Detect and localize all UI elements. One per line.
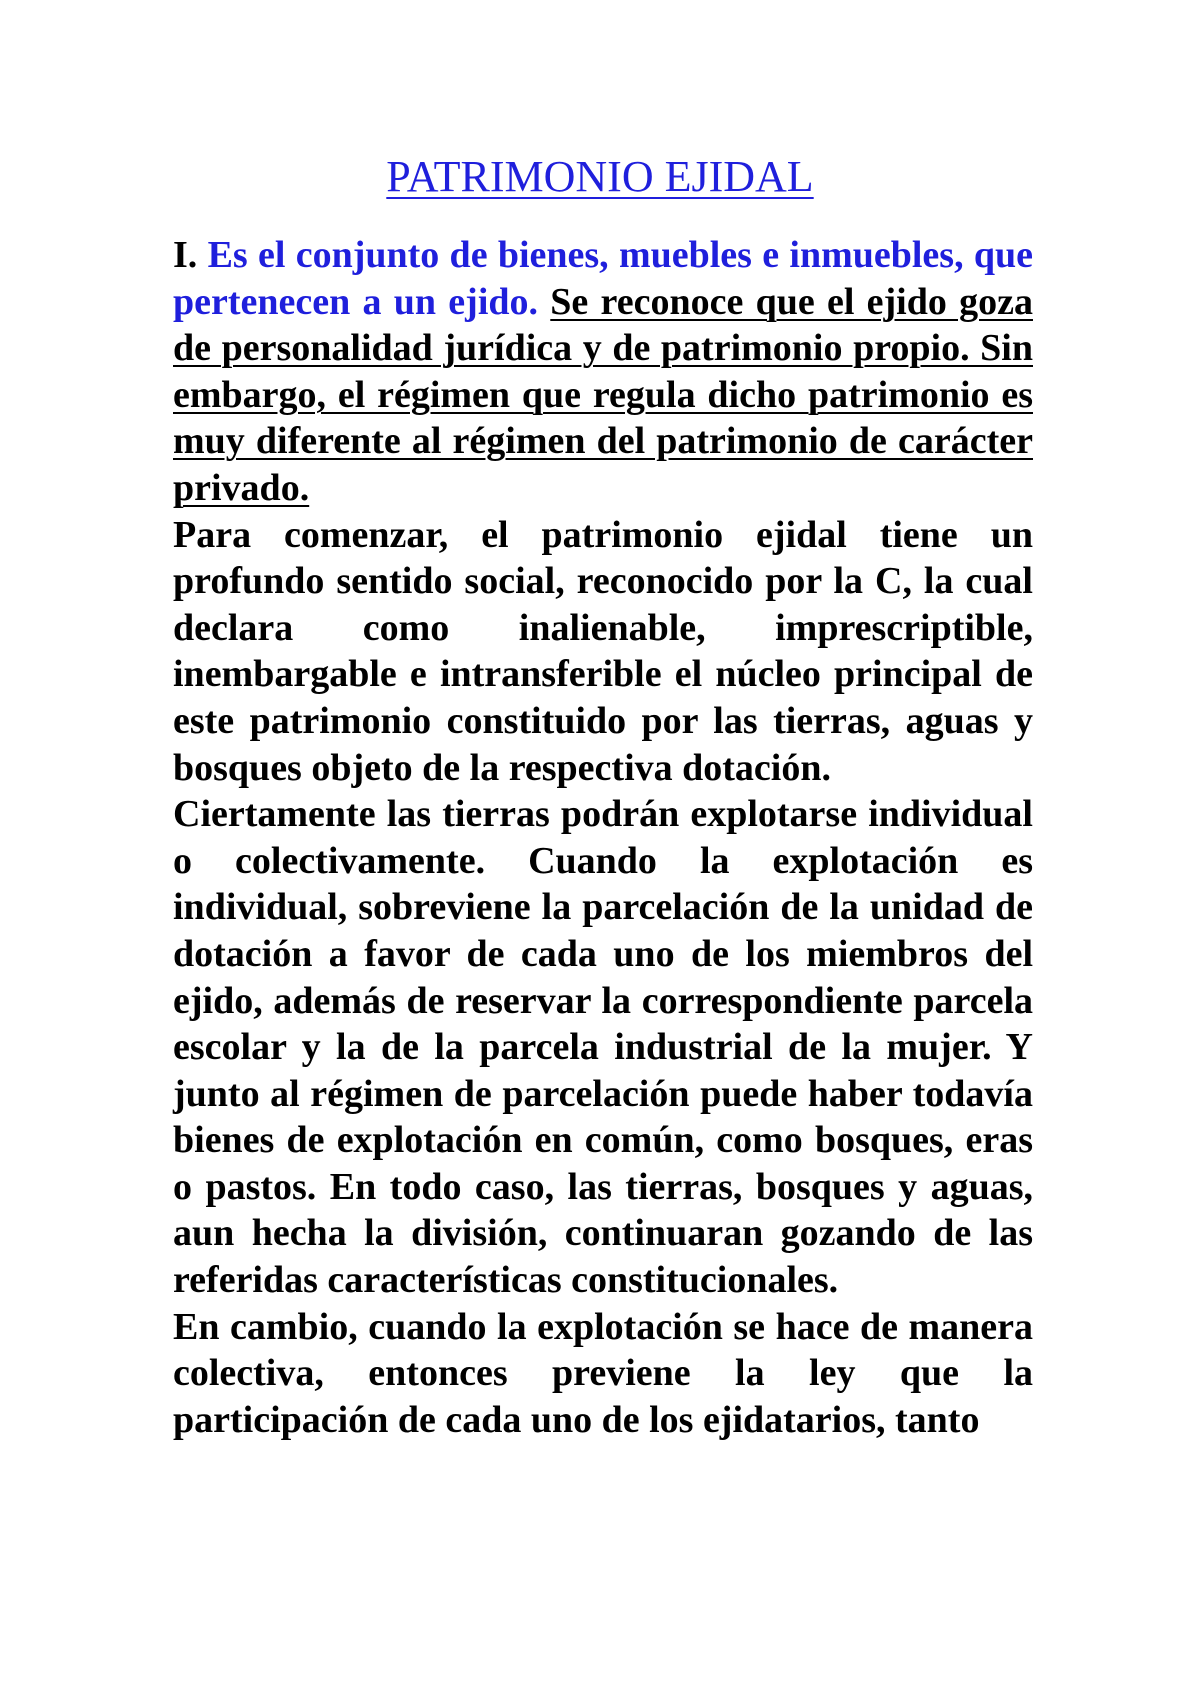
document-body: [173, 232, 1033, 1443]
paragraph-3: Ciertamente las tierras podrán explotarse individual o colectivamente. Cuando la explotación es individual, sobreviene la parcelación de la unidad de dotación a favor de cada uno de los miembros del ejido, además de reservar la correspondiente parcela escolar y la de la parcela industrial de la mujer. Y junto al régimen de parcelación puede haber todavía bienes de explotación en común, como bosques, eras o pastos. En todo caso, las tierras, bosques y aguas, aun hecha la división, continuaran gozando de las referidas características constitucionales.: [173, 793, 1033, 1302]
document-title: PATRIMONIO EJIDAL: [386, 152, 814, 201]
section-number: I.: [173, 234, 198, 276]
paragraph-1: [173, 232, 1033, 512]
definition-text: Es el conjunto de bienes, muebles e inmuebles, que pertenecen a un ejido.: [173, 234, 1033, 323]
paragraph-4: En cambio, cuando la explotación se hace de manera colectiva, entonces previene la ley que la participación de cada uno de los ejidatarios, tanto: [173, 1305, 1033, 1441]
paragraph-2: Para comenzar, el patrimonio ejidal tiene un profundo sentido social, reconocido por la C, la cual declara como inalienable, imprescriptible, inembargable e intransferible el núcleo principal de este patrimonio constituido por las tierras, aguas y bosques objeto de la respectiva dotación.: [173, 513, 1033, 789]
underlined-text: Se reconoce que el ejido goza de personalidad jurídica y de patrimonio propio. Sin embargo, el régimen que regula dicho patrimonio es muy diferente al régimen del patrimonio de carácter privado.: [173, 280, 1033, 509]
